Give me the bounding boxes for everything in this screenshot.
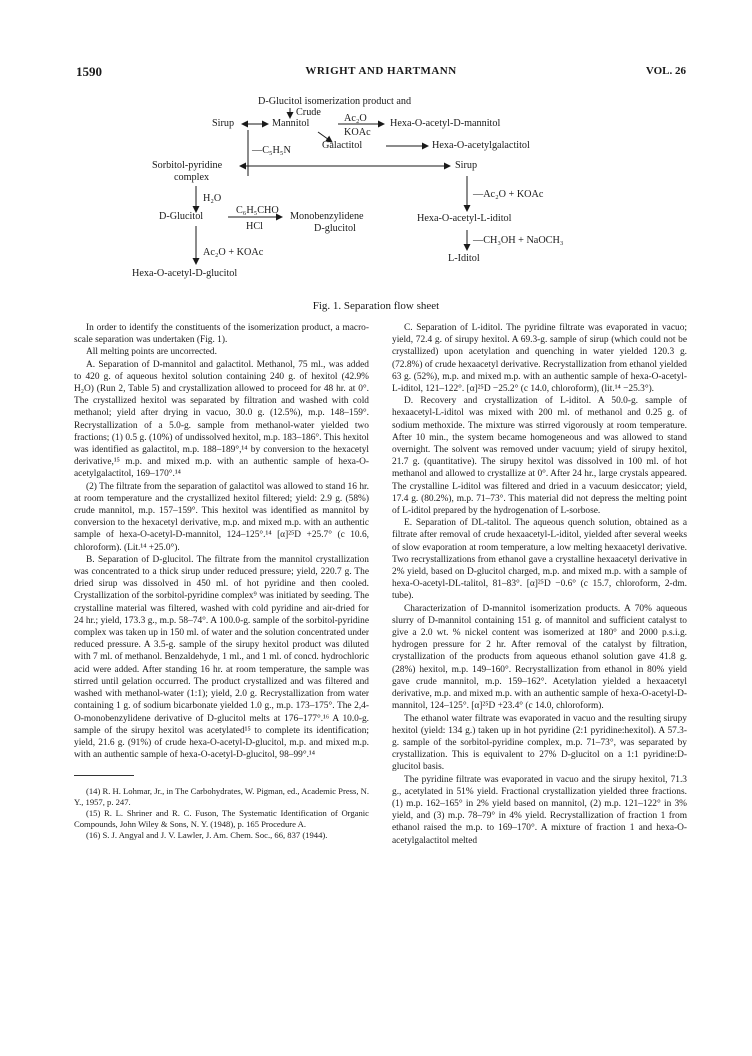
footnote-divider xyxy=(74,775,134,776)
label-pyridine: —C₅H₅N xyxy=(252,145,291,156)
footnote: (15) R. L. Shriner and R. C. Fuson, The Systematic Identification of Organic Compounds, John Wiley & Sons, N. Y. (1948), p. 165 Procedure A. xyxy=(74,808,369,830)
node-complex-line1: Sorbitol-pyridine xyxy=(152,160,223,171)
label-hcl: HCl xyxy=(246,221,263,232)
running-title: WRIGHT AND HARTMANN xyxy=(305,65,457,77)
paragraph: Characterization of D-mannitol isomerization products. A 70% aqueous slurry of D-mannitol containing 151 g. of mannitol and sufficient catalyst to give a 2.0 wt. % nickel content was isomerized at 180° and 2000 p.s.i.g. hydrogen pressure for 2 hr. After removal of the catalyst by filtration, crystallization of the products from aqueous ethanol solution gave 41.8 g. (28%) hexitol, m.p. 149–160°. Recrystallization from ethanol in 80% yield gave crude mannitol, m.p. 159–162°. Acetylation yielded a hexaacetyl derivative, m.p. and mixed m.p. with an authentic sample of hexa-O-acetyl-D-mannitol, 124–125°. [α]²⁵D +23.4° (c 14.0, chloroform). xyxy=(392,603,687,712)
paragraph: D. Recovery and crystallization of L-iditol. A 50.0-g. sample of hexaacetyl-L-iditol was mixed with 200 ml. of methanol and 0.25 g. of sodium methoxide. The mixture was stirred vigorously at room temperature. After 10 min., the system became homogeneous and was allowed to stand overnight. The solvent was removed under vacuum; yield of sirupy hexitol, 21.7 g. (quantitative). The sirupy hexitol was dissolved in 100 ml. of hot methanol and allowed to crystallize at 0°. After 24 hr., large crystals appeared. The crystalline L-iditol was filtered and dried in a vacuum desiccator; yield, 17.4 g. (80.2%), m.p. 71–73°. This material did not depress the melting point of L-iditol prepared by the hydrogenation of L-sorbose. xyxy=(392,396,687,517)
node-iditol: L-Iditol xyxy=(448,253,480,264)
label-h2o: H₂O xyxy=(203,193,222,204)
flow-arrows xyxy=(0,0,752,310)
paragraph: B. Separation of D-glucitol. The filtrate from the mannitol crystallization was concentrated to a thick sirup under reduced pressure; yield, 220.7 g. The dried sirup was dissolved in 450 ml. of hot pyridine and then cooled. Crystallization of the sorbitol-pyridine complex⁹ was initiated by seeding. The crystalline material was filtered, washed with cold pyridine and air-dried for 24 hr.; yield, 173.3 g., m.p. 58–74°. A 100.0-g. sample of the sorbitol-pyridine complex was taken up in 150 ml. of water and the solution concentrated under reduced pressure. A 3.5-g. sample of the sirupy hexitol product was diluted with 7 ml. of methanol. Benzaldehyde, 1 ml., and 1 ml. of concd. hydrochloric acid were added. After standing 16 hr. at room temperature, the sample was stirred until gelation occurred. The product crystallized and was filtered and washed with methanol-water (1:1); yield, 2.0 g. Recrystallization from water containing 1 g. of sodium bicarbonate yielded 1.0 g., m.p. 173–175°. The 2,4-O-monobenzylidene derivative of D-glucitol melts at 176–177°.¹⁶ A 10.0-g. sample of the sirupy hexitol was acetylated¹⁵ to complete its identification; yield, 21.6 g. (91%) of crude hexa-O-acetyl-D-glucitol, m.p. and mixed m.p. with an authentic sample of hexa-O-acetyl-D-glucitol, 98–99°.¹⁴ xyxy=(74,554,369,761)
right-column xyxy=(392,322,687,847)
node-hexa-glucitol: Hexa-O-acetyl-D-glucitol xyxy=(132,268,238,279)
page-number: 1590 xyxy=(76,64,102,79)
node-hexa-mannitol: Hexa-O-acetyl-D-mannitol xyxy=(390,118,501,129)
node-sirup: Sirup xyxy=(212,118,235,129)
node-monobenzylidene-line1: Monobenzylidene xyxy=(290,211,364,222)
paragraph: (2) The filtrate from the separation of galactitol was allowed to stand 16 hr. at room temperature and the crystallized hexitol filtered; yield: 2.9 g. (58%) crude mannitol, m.p. 157–159°. This hexitol was identified as mannitol by conversion to the hexacetyl derivative, m.p. and mixed m.p. with an authentic sample of hexa-O-acetyl-D-mannitol, 124–125°.¹⁴ [α]²⁵D +25.7° (c 10.6, chloroform). (Lit.¹⁴ +25.0°). xyxy=(74,481,369,553)
label-methanol: —CH₃OH + NaOCH₃ xyxy=(473,235,564,246)
paragraph: The ethanol water filtrate was evaporated in vacuo and the resulting sirupy hexitol (yield: 134 g.) taken up in hot pyridine (2:1 pyridine:hexitol). A 57.3-g. sample of the sorbitol-pyridine complex, m.p. 71–73°, was separated by crystallization. This is equivalent to 27% D-glucitol on a 1:1 pyridine:D-glucitol basis. xyxy=(392,713,687,773)
footnote: (14) R. H. Lohmar, Jr., in The Carbohydrates, W. Pigman, ed., Academic Press, N. Y., 1957, p. 247. xyxy=(74,786,369,808)
node-crude: Crude xyxy=(296,107,321,118)
paragraph: C. Separation of L-iditol. The pyridine filtrate was evaporated in vacuo; yield, 72.4 g. of sirupy hexitol. A 69.3-g. sample of sirup (which could not be crystallized) upon acetylation and quenching in water yielded 120.3 g. (72.8%) of crude hexaacetyl derivative. Recrystallization from ethanol yielded 63 g. (52%), m.p. and mixed m.p. with an authentic sample of hexa-O-acetyl-L-iditol, 121–122°. [α]²⁵D −25.2° (c 14.0, chloroform), (lit.¹⁴ −25.3°). xyxy=(392,323,687,395)
node-galactitol: Galactitol xyxy=(322,140,363,151)
label-ac2o: Ac₂O xyxy=(344,113,367,124)
paragraph: A. Separation of D-mannitol and galactitol. Methanol, 75 ml., was added to 420 g. of aqueous hexitol solution containing 240 g. of hexitol (42.9% H₂O) (Run 2, Table 5) and crystallization allowed to proceed for 48 hr. at 0°. The crystallized hexitol was separated by filtration and washed with cold methanol; yield after drying in vacuo, 30.0 g. (12.5%), m.p. 148–159°. Recrystallization of a 5.0-g. sample from methanol-water yielded two fractions; (1) 0.5 g. (10%) of undissolved hexitol, m.p. 183–186°. This hexitol was identified as galactitol, m.p. 188–189°,¹⁴ by conversion to the hexacetyl derivative,¹⁵ m.p. and mixed m.p. with an authentic sample of hexa-O-acetylgalactitol, 169–170°.¹⁴ xyxy=(74,359,369,480)
node-hexa-galactitol: Hexa-O-acetylgalactitol xyxy=(432,140,530,151)
node-sirup2: Sirup xyxy=(455,160,478,171)
label-koac: KOAc xyxy=(344,127,371,138)
left-column xyxy=(74,322,369,841)
label-benzaldehyde: C₆H₅CHO xyxy=(236,205,279,216)
label-ac2o-koac-right: —Ac₂O + KOAc xyxy=(473,189,544,200)
node-start: D-Glucitol isomerization product and xyxy=(258,96,412,107)
node-hexa-iditol: Hexa-O-acetyl-L-iditol xyxy=(417,213,512,224)
node-glucitol: D-Glucitol xyxy=(159,211,204,222)
node-complex-line2: complex xyxy=(174,172,210,183)
paragraph: The pyridine filtrate was evaporated in vacuo and the sirupy hexitol, 71.3 g., acetylated in 51% yield. Fractional crystallization yielded three fractions. (1) m.p. 162–165° in 2% yield based on mannitol, (2) m.p. 121–122° in 3% yield, and (3) m.p. 78–79° in 4% yield. Recrystallization of fraction 1 from ethanol raised the m.p. to 169–170°. A mixture of fraction 1 and hexa-O-acetylgalactitol melted xyxy=(392,774,687,846)
figure-caption: Fig. 1. Separation flow sheet xyxy=(312,300,440,312)
node-monobenzylidene-line2: D-glucitol xyxy=(314,223,356,234)
paragraph: All melting points are uncorrected. xyxy=(86,347,217,358)
paragraph: E. Separation of DL-talitol. The aqueous quench solution, obtained as a filtrate after removal of crude hexaacetyl-L-iditol, yielded after several weeks of slow evaporation at room temperature, a low melting hexaacetyl derivative. Two recrystallizations from ethanol gave a crystalline hexaacetyl derivative in 2% yield, based on D-glucitol charged, m.p. and mixed m.p. with a sample of hexa-O-acetyl-DL-talitol, 81–83°. [α]²⁵D −0.6° (c 15.7, chloroform, 2-dm. tube). xyxy=(392,518,687,602)
volume-label: VOL. 26 xyxy=(645,65,686,77)
separation-flow-sheet xyxy=(0,0,752,310)
label-ac2o-koac-left: Ac₂O + KOAc xyxy=(203,247,264,258)
paragraph: In order to identify the constituents of the isomerization product, a macro-scale separation was undertaken (Fig. 1). xyxy=(74,323,369,346)
node-mannitol: Mannitol xyxy=(272,118,310,129)
footnote: (16) S. J. Angyal and J. V. Lawler, J. Am. Chem. Soc., 66, 837 (1944). xyxy=(86,830,328,841)
